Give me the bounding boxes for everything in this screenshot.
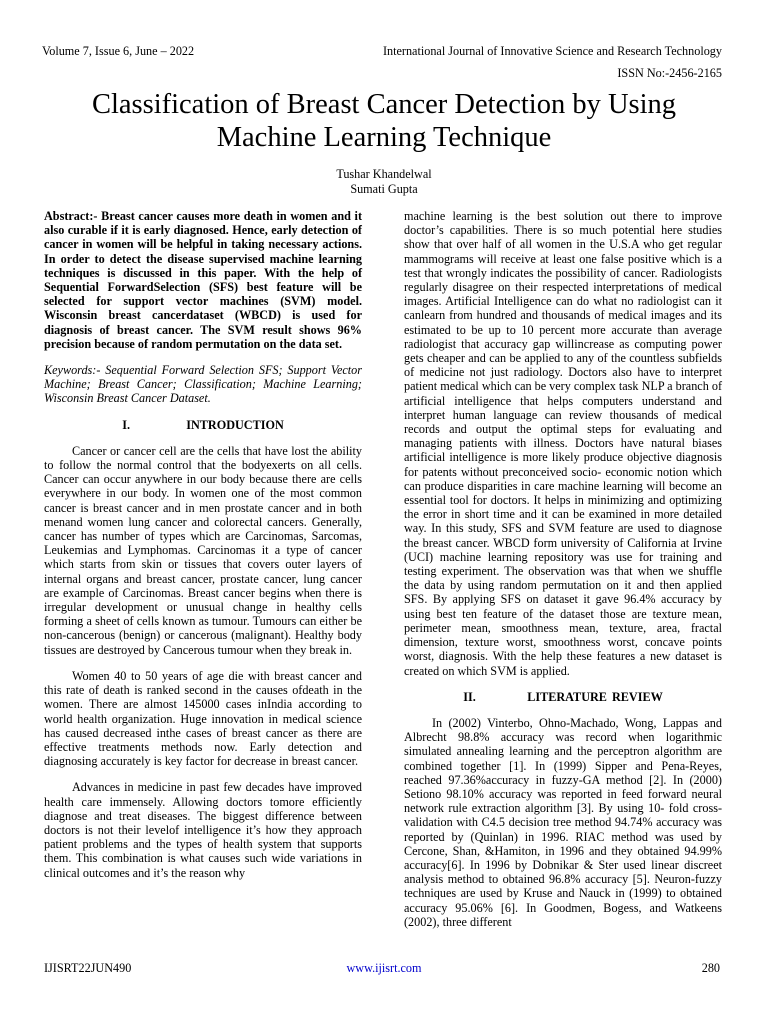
section-title: LITERATURE REVIEW — [527, 689, 663, 704]
section-heading-literature-review — [404, 690, 722, 704]
paragraph: machine learning is the best solution out there to improve doctor’s capabilities. There is so much potential here studies show that over half of all women in the U.S.A who get regular mammograms will receive at least one false positive which is a test that wrongly indicates the possibility of cancer. Radiologists regularly disagree on their respected interpretations of medical images. Artificial Intelligence can do what no radiologist can it canlearn from hundred and thousands of medical images and its estimated to be up to 10 percent more accurate than average radiologist that accuracy gap willincrease as computing power gets cheaper and can be applied to any of the countless subfields of medicine not just radiology. Doctors also have to interpret patient medical which can be very complex task NLP a branch of artificial intelligence that helps computers understand and interpret human language can review thousands of medical records and output the optimal steps for evaluating and managing patients with illness. Doctors have natural biases artificial intelligence is more likely produce objective diagnosis for patents without preconceived socio- economic notion which can produce disparities in care machine learning will become an essential tool for doctors. It helps in minimizing and optimizing the error in short time and it can be examined in more detailed way. In this study, SFS and SVM feature are used to diagnose the breast cancer. WBCD form university of California at Irvine (UCI) machine learning repository was use for training and testing experiment. The observation was that when we shuffle the data by using random permutation on it and then applied SFS. By applying SFS on dataset it gave 96.4% accuracy by using best ten feature of the dataset those are texture mean, perimeter mean, smoothness mean, texture, area, fractal dimension, texture worst, smoothness worst, concave points worst, diagnosis. With the help these features a new dataset is created on which SVM is applied. — [404, 209, 722, 678]
page-number: 280 — [701, 961, 720, 975]
section-number: I. — [122, 417, 131, 432]
journal-name: International Journal of Innovative Science and Research Technology — [382, 44, 722, 58]
paragraph: Women 40 to 50 years of age die with breast cancer and this rate of death is ranked second in the causes ofdeath in the women. There are almost 145000 cases inIndia according to world health organization. Huge innovation in medical science has caused decreased inthe cases of breast cancer as there are effective treatments methods now. Early detection and diagnosing accurately is key factor for decrease in breast cancer. — [44, 668, 362, 769]
keywords: Keywords:- Sequential Forward Selection SFS; Support Vector Machine; Breast Cancer; Classification; Machine Learning; Wisconsin Breast Cancer Dataset. — [44, 363, 362, 406]
section-number: II. — [463, 689, 476, 704]
paper-id: IJISRT22JUN490 — [44, 961, 132, 975]
paper-title: Classification of Breast Cancer Detection by Using Machine Learning Technique — [91, 89, 677, 153]
right-column — [404, 209, 722, 929]
paragraph: Advances in medicine in past few decades have improved health care immensely. Allowing doctors tomore efficiently diagnose and treat diseases. The biggest difference between doctors is not their levelof intelligence it’s how they approach patient problems and the types of health system that supports them. This combination is what causes such wide variations in clinical outcomes and it’s the reason why — [44, 780, 362, 880]
section-heading-introduction — [44, 418, 362, 432]
journal-url-link[interactable]: www.ijisrt.com — [346, 961, 422, 975]
paragraph: In (2002) Vinterbo, Ohno-Machado, Wong, Lappas and Albrecht 98.8% accuracy was record when logarithmic simulated annealing learning and the perceptron algorithm are combined together [1]. In (1999) Sipper and Pena-Reyes, reached 97.36%accuracy in fuzzy-GA method [2]. In (2000) Setiono 98.10% accuracy was reported in feed forward neural network rule extraction algorithm [3]. By using 10- fold cross-validation with C4.5 decision tree method 94.74% accuracy was reported by (Quinlan) in 1996. RIAC method was used by Cercone, Shan, &Hamiton, in 1996 and they obtained 94.99% accuracy[6]. In 1996 by Dobnikar & Ster used linear discreet analysis method to obtained 96.8% accuracy [5]. Neuron-fuzzy techniques are used by Kruse and Nauck in (1999) to obtained accuracy 95.06% [6]. In Goodmen, Bogess, and Watkeens (2002), three different — [404, 715, 722, 929]
left-column — [44, 209, 362, 880]
authors — [0, 167, 768, 196]
issn: ISSN No:-2456-2165 — [617, 66, 722, 80]
paragraph: Cancer or cancer cell are the cells that have lost the ability to follow the normal control that the bodyexerts on all cells. Cancer can occur anywhere in our body because there are cells everywhere in our body. In women one of the most common cancer is breast cancer and in men prostate cancer and in both menand women lung cancer and colorectal cancers. Generally, cancer has number of types which are Carcinomas, Sarcomas, Leukemias and Lymphomas. Carcinomas it a type of cancer which starts from skin or tissues that covers outer layers of internal organs and breast cancer, prostate cancer, lung cancer are example of Carcinomas. Breast cancer begins when there is irregular development or unusual change in healthy cells forming a sheet of cells known as tumour. Tumours can either be non-cancerous (benign) or cancerous (malignant). Healthy body tissues are destroyed by Cancerous tumour when they break in. — [44, 443, 362, 657]
abstract: Abstract:- Breast cancer causes more death in women and it also curable if it is early diagnosed. Hence, early detection of cancer in women will be helpful in taking necessary actions. In order to detect the disease supervised machine learning techniques is discussed in this paper. With the help of Sequential ForwardSelection (SFS) best feature will be selected for support vector machines (SVM) model. Wisconsin breast cancerdataset (WBCD) is used for diagnosis of breast cancer. The SVM result shows 96% precision because of random permutation on the data set. — [44, 209, 362, 351]
author-name: Sumati Gupta — [350, 181, 418, 196]
author-name: Tushar Khandelwal — [336, 167, 432, 181]
section-title: INTRODUCTION — [186, 417, 284, 432]
volume-issue: Volume 7, Issue 6, June – 2022 — [42, 44, 195, 58]
